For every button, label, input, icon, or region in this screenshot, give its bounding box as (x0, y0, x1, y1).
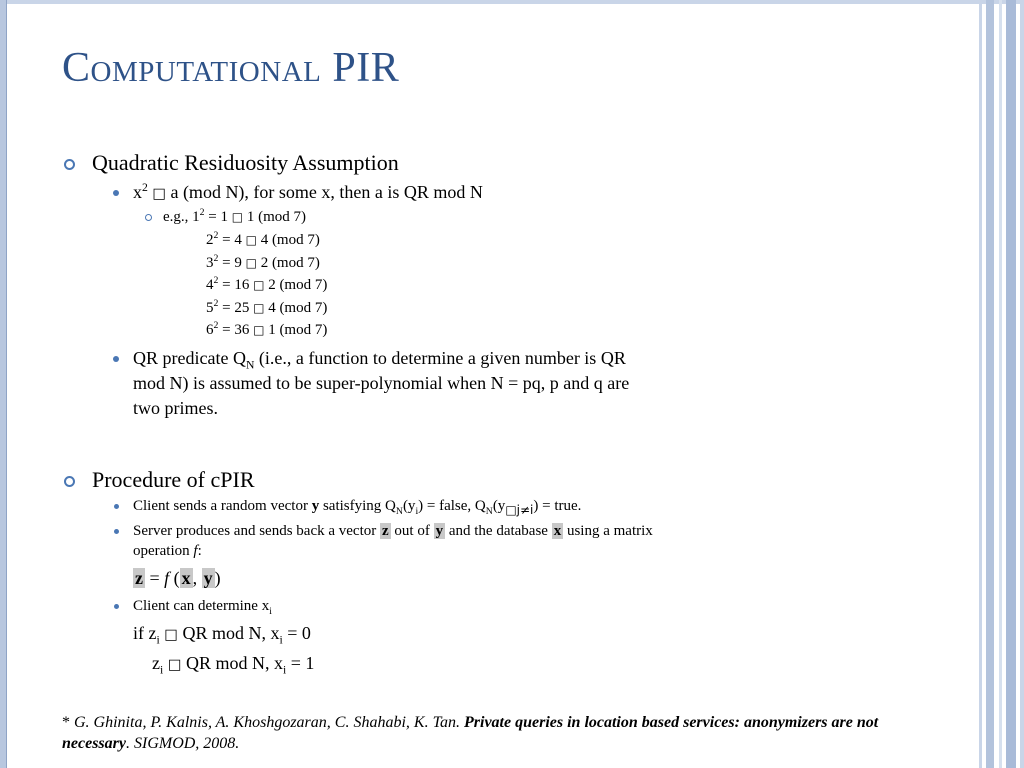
qr-predicate-line1: QR predicate $Q_N$ (i.e., a function to determine a given number is QR (133, 348, 626, 372)
qr-definition: $x^2$ □ a (mod N), for some x, then a is QR mod N (133, 181, 483, 202)
slide-top-border (0, 0, 1024, 4)
slide-title: Computational PIR (62, 45, 400, 91)
example-row: e.g., $1^2 = 1$ □ 1 (mod 7) (163, 207, 307, 225)
qr-predicate-line2: mod N) is assumed to be super-polynomial when N = pq, p and q are (133, 373, 630, 393)
dot-bullet-icon (114, 529, 119, 534)
dot-bullet-icon (114, 604, 119, 609)
cpir-condition-zero: if $z_i$ □ QR mod N, $x_i = 0$ (133, 623, 311, 647)
cpir-step-server-line2: operation f: (133, 543, 202, 559)
small-circle-bullet-icon (145, 214, 152, 221)
example-row: $6^2 = 36$ □ 1 (mod 7) (206, 320, 328, 338)
section-heading-cpir: Procedure of cPIR (92, 467, 255, 492)
dot-bullet-icon (113, 190, 119, 196)
cpir-formula: z = f ( x , y ) (135, 568, 221, 588)
example-row: $3^2 = 9$ □ 2 (mod 7) (206, 253, 320, 271)
example-row: $4^2 = 16$ □ 2 (mod 7) (206, 275, 328, 293)
dot-bullet-icon (114, 504, 119, 509)
slide-left-border (0, 0, 7, 768)
dot-bullet-icon (113, 356, 119, 362)
example-row: $2^2 = 4$ □ 4 (mod 7) (206, 230, 320, 248)
example-row: $5^2 = 25$ □ 4 (mod 7) (206, 298, 328, 316)
citation-footnote: * G. Ghinita, P. Kalnis, A. Khoshgozaran, C. Shahabi, K. Tan. Private queries in location based services: anonymizers are not necessary. SIGMOD, 2008. (62, 714, 879, 752)
circle-bullet-icon (64, 159, 75, 170)
qr-predicate-line3: two primes. (133, 398, 218, 418)
cpir-step-server-line1: Server produces and sends back a vector z out of y and the database x using a matrix (133, 523, 653, 539)
circle-bullet-icon (64, 476, 75, 487)
section-heading-qr: Quadratic Residuosity Assumption (92, 150, 399, 175)
cpir-condition-one: $z_i$ □ QR mod N, $x_i = 1$ (152, 653, 315, 677)
cpir-step-client-determines: Client can determine $x_i$ (133, 598, 272, 617)
slide-right-decoration (976, 0, 1024, 768)
cpir-step-client-sends: Client sends a random vector y satisfying $Q_N(y_i)$ = false, $Q_N(y_{□j\ne i})$ = true. (133, 498, 582, 517)
